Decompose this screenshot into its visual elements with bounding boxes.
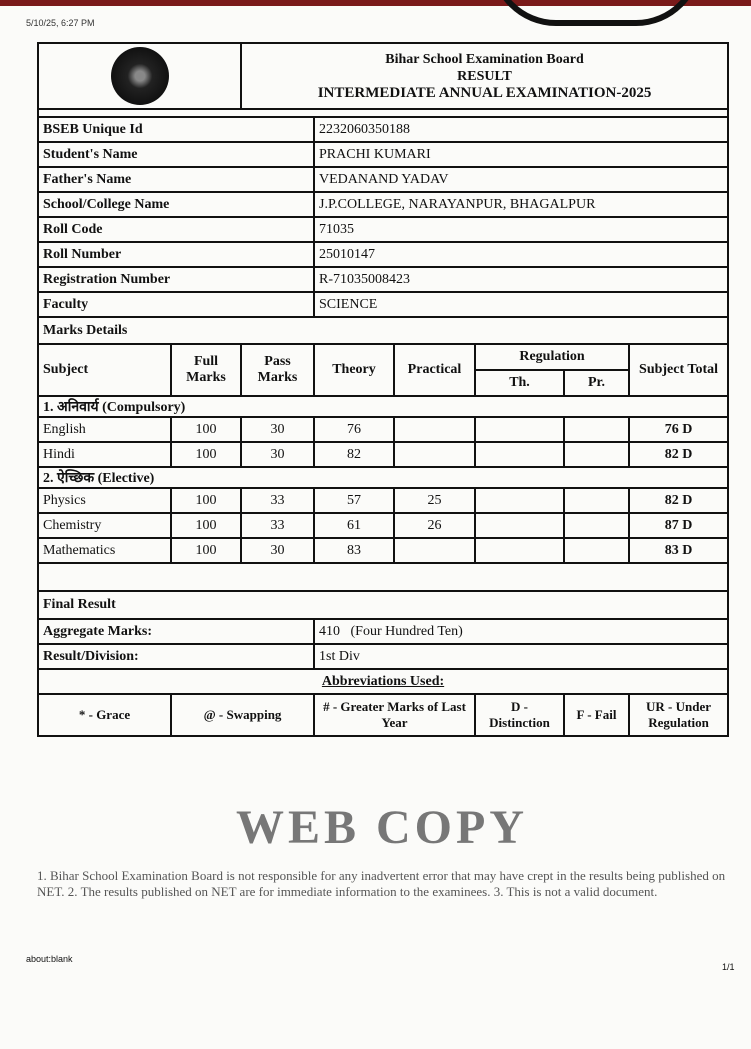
full-marks: 100 xyxy=(171,513,241,538)
pass-marks: 33 xyxy=(241,513,314,538)
abbr-fail: F - Fail xyxy=(564,694,629,736)
practical xyxy=(394,417,475,442)
subject-row-hindi xyxy=(38,442,728,467)
subject-total: 87 D xyxy=(629,513,728,538)
reg-pr xyxy=(564,417,629,442)
value: VEDANAND YADAV xyxy=(314,167,728,192)
practical: 25 xyxy=(394,488,475,513)
subject: Mathematics xyxy=(38,538,171,563)
label: Roll Code xyxy=(38,217,314,242)
web-copy-watermark: WEB COPY xyxy=(235,801,528,854)
row-roll-code xyxy=(38,217,728,242)
row-student-name xyxy=(38,142,728,167)
value: 2232060350188 xyxy=(314,117,728,142)
reg-pr xyxy=(564,538,629,563)
col-theory: Theory xyxy=(314,344,394,396)
full-marks: 100 xyxy=(171,488,241,513)
row-unique-id xyxy=(38,117,728,142)
abbreviations-title xyxy=(38,669,728,694)
value: J.P.COLLEGE, NARAYANPUR, BHAGALPUR xyxy=(314,192,728,217)
footer-page-number: 1/1 xyxy=(722,962,735,972)
subject-row-english xyxy=(38,417,728,442)
value: 1st Div xyxy=(314,644,728,669)
value: 71035 xyxy=(314,217,728,242)
value xyxy=(314,619,728,644)
final-result-title: Final Result xyxy=(38,591,728,619)
value: R-71035008423 xyxy=(314,267,728,292)
label: BSEB Unique Id xyxy=(38,117,314,142)
abbreviations-title-text: Abbreviations Used: xyxy=(321,673,445,689)
col-pass-marks: Pass Marks xyxy=(241,344,314,396)
subject-row-physics xyxy=(38,488,728,513)
reg-th xyxy=(475,488,564,513)
row-father-name xyxy=(38,167,728,192)
practical xyxy=(394,538,475,563)
row-division xyxy=(38,644,728,669)
label: Result/Division: xyxy=(38,644,314,669)
label: Registration Number xyxy=(38,267,314,292)
pass-marks: 30 xyxy=(241,417,314,442)
row-school xyxy=(38,192,728,217)
theory: 83 xyxy=(314,538,394,563)
label: Faculty xyxy=(38,292,314,317)
header-title xyxy=(241,43,728,109)
blank-row xyxy=(38,563,728,591)
col-reg-pr: Pr. xyxy=(564,370,629,396)
reg-pr xyxy=(564,442,629,467)
abbr-greater-marks: # - Greater Marks of Last Year xyxy=(314,694,475,736)
value: 25010147 xyxy=(314,242,728,267)
pass-marks: 33 xyxy=(241,488,314,513)
print-timestamp: 5/10/25, 6:27 PM xyxy=(26,18,95,28)
disclaimer-watermark: 1. Bihar School Examination Board is not responsible for any inadvertent error that may have crept in the results being published on NET. 2. The results published on NET are for immediate information to the examinees. 3. This is not a valid document. xyxy=(37,868,726,899)
subject: Chemistry xyxy=(38,513,171,538)
reg-th xyxy=(475,417,564,442)
reg-pr xyxy=(564,488,629,513)
practical: 26 xyxy=(394,513,475,538)
row-registration xyxy=(38,267,728,292)
abbr-grace: * - Grace xyxy=(38,694,171,736)
result-subtitle: RESULT xyxy=(457,68,512,84)
bseb-logo xyxy=(111,47,169,105)
elective-heading: 2. ऐच्छिक (Elective) xyxy=(38,467,728,488)
pass-marks: 30 xyxy=(241,442,314,467)
value: SCIENCE xyxy=(314,292,728,317)
row-faculty xyxy=(38,292,728,317)
footer-url: about:blank xyxy=(26,954,73,964)
reg-th xyxy=(475,513,564,538)
label: Roll Number xyxy=(38,242,314,267)
subject-total: 83 D xyxy=(629,538,728,563)
col-practical: Practical xyxy=(394,344,475,396)
label: School/College Name xyxy=(38,192,314,217)
subject-row-mathematics xyxy=(38,538,728,563)
aggregate-words: (Four Hundred Ten) xyxy=(350,623,463,639)
reg-th xyxy=(475,538,564,563)
compulsory-heading: 1. अनिवार्य (Compulsory) xyxy=(38,396,728,417)
ink-mark xyxy=(490,0,702,26)
abbr-distinction: D - Distinction xyxy=(475,694,564,736)
pass-marks: 30 xyxy=(241,538,314,563)
result-table xyxy=(37,42,729,737)
theory: 61 xyxy=(314,513,394,538)
value: PRACHI KUMARI xyxy=(314,142,728,167)
exam-name: INTERMEDIATE ANNUAL EXAMINATION-2025 xyxy=(317,84,652,101)
theory: 57 xyxy=(314,488,394,513)
col-subject-total: Subject Total xyxy=(629,344,728,396)
subject-row-chemistry xyxy=(38,513,728,538)
subject: Hindi xyxy=(38,442,171,467)
practical xyxy=(394,442,475,467)
col-full-marks: Full Marks xyxy=(171,344,241,396)
reg-pr xyxy=(564,513,629,538)
label: Father's Name xyxy=(38,167,314,192)
board-name: Bihar School Examination Board xyxy=(385,51,584,67)
subject: Physics xyxy=(38,488,171,513)
logo-cell xyxy=(38,43,241,109)
abbr-swapping: @ - Swapping xyxy=(171,694,314,736)
col-subject: Subject xyxy=(38,344,171,396)
row-roll-number xyxy=(38,242,728,267)
abbr-under-regulation: UR - Under Regulation xyxy=(629,694,728,736)
full-marks: 100 xyxy=(171,538,241,563)
spacer-row xyxy=(38,109,728,117)
reg-th xyxy=(475,442,564,467)
subject-total: 82 D xyxy=(629,488,728,513)
subject-total: 82 D xyxy=(629,442,728,467)
col-reg-th: Th. xyxy=(475,370,564,396)
subject-total: 76 D xyxy=(629,417,728,442)
subject: English xyxy=(38,417,171,442)
full-marks: 100 xyxy=(171,417,241,442)
full-marks: 100 xyxy=(171,442,241,467)
label: Student's Name xyxy=(38,142,314,167)
label: Aggregate Marks: xyxy=(38,619,314,644)
marks-details-title: Marks Details xyxy=(38,317,728,344)
row-aggregate xyxy=(38,619,728,644)
aggregate-marks: 410 xyxy=(319,623,340,639)
theory: 82 xyxy=(314,442,394,467)
theory: 76 xyxy=(314,417,394,442)
col-regulation: Regulation xyxy=(475,344,629,370)
